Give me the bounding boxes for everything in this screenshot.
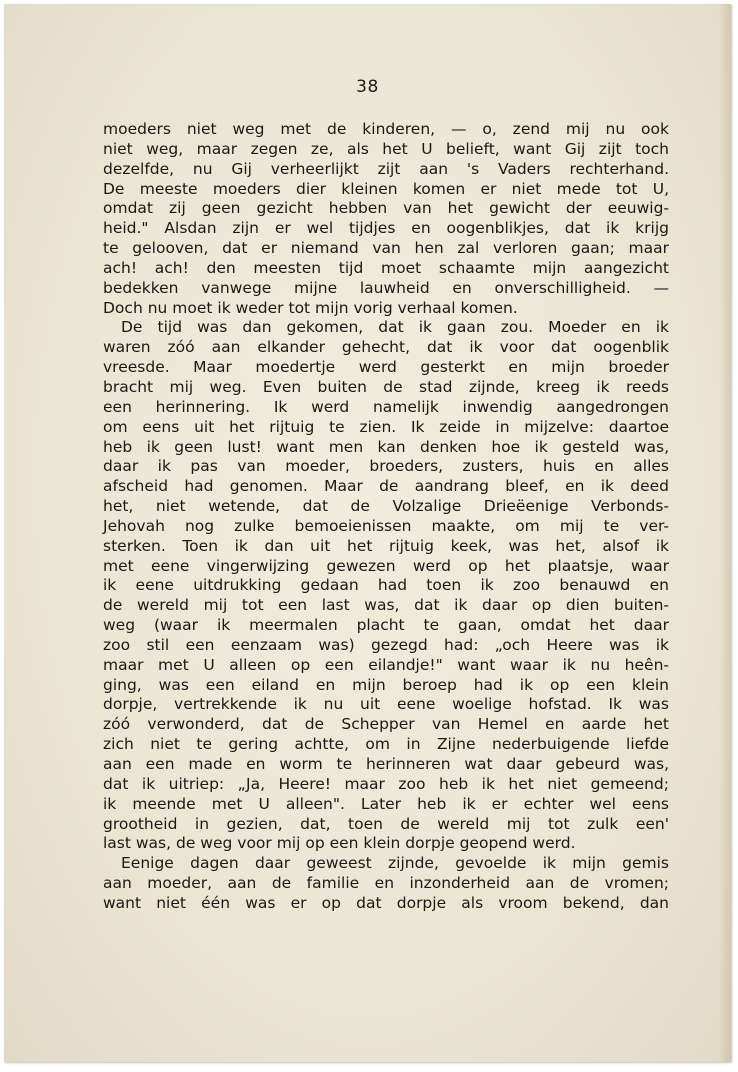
page-number: 38	[356, 77, 379, 97]
text-line: het, niet wetende, dat de Volzalige Drieëenige Verbonds-	[103, 497, 669, 516]
text-line: dorpje, vertrekkende ik nu uit eene woelige hofstad. Ik was	[103, 695, 669, 714]
text-line: te gelooven, dat er niemand van hen zal verloren gaan; maar	[103, 239, 669, 258]
text-line: een herinnering. Ik werd namelijk inwendig aangedrongen	[103, 397, 669, 416]
text-line: Doch nu moet ik weder tot mijn vorig verhaal komen.	[103, 298, 518, 317]
text-line: bedekken vanwege mijne lauwheid en onverschilligheid. —	[103, 278, 669, 297]
text-line: dezelfde, nu Gij verheerlijkt zijt aan 's Vaders rechterhand.	[103, 159, 669, 178]
text-line: Eenige dagen daar geweest zijnde, gevoelde ik mijn gemis	[121, 854, 669, 873]
text-line: zoo stil een eenzaam was) gezegd had: „och Heere was ik	[103, 635, 669, 654]
text-line: sterken. Toen ik dan uit het rijtuig keek, was het, alsof ik	[103, 536, 669, 555]
text-line: heid." Alsdan zijn er wel tijdjes en oogenblikjes, dat ik krijg	[103, 219, 669, 238]
text-line: last was, de weg voor mij op een klein dorpje geopend werd.	[103, 834, 576, 853]
text-line: ik eene uitdrukking gedaan had toen ik zoo benauwd en	[103, 576, 669, 595]
book-page	[4, 4, 731, 1062]
text-line: maar met U alleen op een eilandje!" want waar ik nu heên-	[103, 655, 669, 674]
text-line: met eene vingerwijzing gewezen werd op het plaatsje, waar	[103, 556, 669, 575]
text-line: moeders niet weg met de kinderen, — o, zend mij nu ook	[103, 120, 669, 138]
text-line: waren zóó aan elkander gehecht, dat ik voor dat oogenblik	[103, 338, 669, 357]
text-line: omdat zij geen gezicht hebben van het gewicht der eeuwig-	[103, 199, 669, 218]
text-line: Jehovah nog zulke bemoeienissen maakte, om mij te ver-	[103, 516, 669, 535]
text-line: heb ik geen lust! want men kan denken hoe ik gesteld was,	[103, 437, 669, 456]
text-line: vreesde. Maar moedertje werd gesterkt en mijn broeder	[103, 358, 669, 377]
text-line: zich niet te gering achtte, om in Zijne nederbuigende liefde	[103, 735, 669, 754]
text-line: dat ik uitriep: „Ja, Heere! maar zoo heb ik het niet gemeend;	[103, 774, 669, 793]
text-line: daar ik pas van moeder, broeders, zusters, huis en alles	[103, 457, 669, 476]
text-line: ging, was een eiland en mijn beroep had ik op een klein	[103, 675, 669, 694]
text-line: De tijd was dan gekomen, dat ik gaan zou. Moeder en ik	[121, 318, 669, 337]
text-line: ach! ach! den meesten tijd moet schaamte mijn aangezicht	[103, 258, 669, 277]
text-line: zóó verwonderd, dat de Schepper van Hemel en aarde het	[103, 715, 669, 734]
text-line: want niet één was er op dat dorpje als vroom bekend, dan	[103, 893, 669, 912]
text-line: niet weg, maar zegen ze, als het U belieft, want Gij zijt toch	[103, 139, 669, 158]
text-line: ik meende met U alleen". Later heb ik er echter wel eens	[103, 794, 669, 813]
text-line: weg (waar ik meermalen placht te gaan, omdat het daar	[103, 616, 669, 635]
text-line: om eens uit het rijtuig te zien. Ik zeide in mijzelve: daartoe	[103, 417, 669, 436]
page-edge-shadow	[719, 4, 731, 1062]
text-line: De meeste moeders dier kleinen komen er niet mede tot U,	[103, 179, 669, 198]
body-text	[103, 120, 669, 914]
text-line: de wereld mij tot een last was, dat ik daar op dien buiten-	[103, 596, 669, 615]
text-line: aan een made en worm te herinneren wat daar gebeurd was,	[103, 755, 669, 773]
text-line: afscheid had genomen. Maar de aandrang bleef, en ik deed	[103, 477, 669, 496]
text-line: grootheid in gezien, dat, toen de wereld mij tot zulk een'	[103, 814, 669, 833]
text-line: aan moeder, aan de familie en inzonderheid aan de vromen;	[103, 874, 669, 893]
text-line: bracht mij weg. Even buiten de stad zijnde, kreeg ik reeds	[103, 377, 669, 396]
